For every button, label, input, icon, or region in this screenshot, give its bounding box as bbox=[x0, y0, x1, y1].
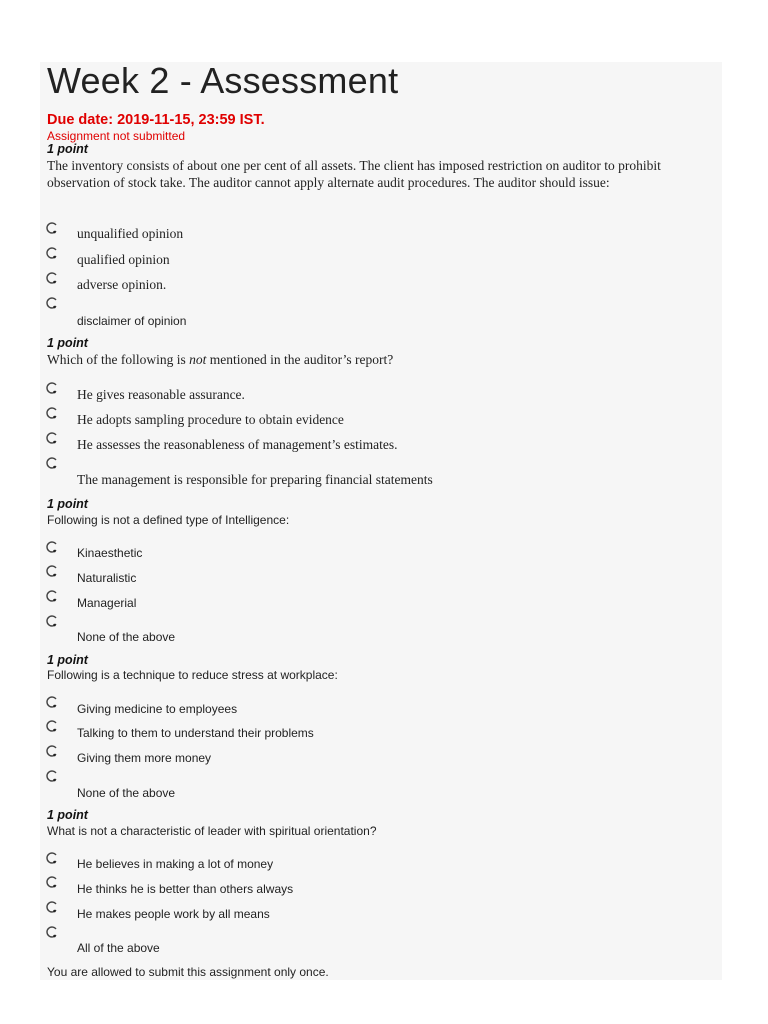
question-1-option-4[interactable]: disclaimer of opinion bbox=[77, 314, 187, 328]
radio-button-icon[interactable] bbox=[45, 246, 59, 260]
radio-button-icon[interactable] bbox=[45, 540, 59, 554]
question-5-points: 1 point bbox=[47, 808, 88, 822]
page-title: Week 2 - Assessment bbox=[47, 60, 399, 101]
radio-button-icon[interactable] bbox=[45, 875, 59, 889]
question-3-option-4[interactable]: None of the above bbox=[77, 630, 176, 644]
question-4-option-4[interactable]: None of the above bbox=[77, 786, 176, 800]
radio-button-icon[interactable] bbox=[45, 431, 59, 445]
question-2-option-2[interactable]: He adopts sampling procedure to obtain evidence bbox=[77, 412, 344, 427]
question-5-option-3[interactable]: He makes people work by all means bbox=[77, 907, 270, 921]
submission-status: Assignment not submitted bbox=[47, 129, 186, 143]
question-3-text: Following is not a defined type of Intelligence: bbox=[47, 513, 290, 527]
question-1-option-1[interactable]: unqualified opinion bbox=[77, 226, 184, 241]
radio-button-icon[interactable] bbox=[45, 900, 59, 914]
radio-button-icon[interactable] bbox=[45, 769, 59, 783]
question-3-option-1[interactable]: Kinaesthetic bbox=[77, 546, 143, 560]
due-date: Due date: 2019-11-15, 23:59 IST. bbox=[47, 112, 265, 128]
question-5-option-1[interactable]: He believes in making a lot of money bbox=[77, 857, 274, 871]
radio-button-icon[interactable] bbox=[45, 719, 59, 733]
question-5-option-2[interactable]: He thinks he is better than others always bbox=[77, 882, 294, 896]
question-4-points: 1 point bbox=[47, 653, 88, 667]
radio-button-icon[interactable] bbox=[45, 564, 59, 578]
question-4-option-1[interactable]: Giving medicine to employees bbox=[77, 702, 238, 716]
question-3-points: 1 point bbox=[47, 497, 88, 511]
question-4-text: Following is a technique to reduce stress at workplace: bbox=[47, 668, 338, 682]
question-2-points: 1 point bbox=[47, 336, 88, 350]
radio-button-icon[interactable] bbox=[45, 406, 59, 420]
radio-button-icon[interactable] bbox=[45, 925, 59, 939]
radio-button-icon[interactable] bbox=[45, 614, 59, 628]
question-1-text: The inventory consists of about one per cent of all assets. The client has imposed restriction on auditor to prohibit observation of stock take. The auditor cannot apply alternate audit procedures. The auditor should issue: bbox=[47, 158, 661, 190]
radio-button-icon[interactable] bbox=[45, 589, 59, 603]
radio-button-icon[interactable] bbox=[45, 381, 59, 395]
radio-button-icon[interactable] bbox=[45, 456, 59, 470]
question-4-option-2[interactable]: Talking to them to understand their problems bbox=[77, 726, 314, 740]
radio-button-icon[interactable] bbox=[45, 221, 59, 235]
radio-button-icon[interactable] bbox=[45, 296, 59, 310]
question-2-option-3[interactable]: He assesses the reasonableness of management’s estimates. bbox=[77, 437, 398, 452]
question-3-option-3[interactable]: Managerial bbox=[77, 596, 137, 610]
radio-button-icon[interactable] bbox=[45, 271, 59, 285]
question-1-points: 1 point bbox=[47, 142, 88, 156]
question-5-text: What is not a characteristic of leader with spiritual orientation? bbox=[47, 824, 377, 838]
question-2-option-1[interactable]: He gives reasonable assurance. bbox=[77, 387, 245, 402]
question-2-option-4[interactable]: The management is responsible for preparing financial statements bbox=[77, 472, 433, 487]
question-1-option-2[interactable]: qualified opinion bbox=[77, 252, 170, 267]
radio-button-icon[interactable] bbox=[45, 695, 59, 709]
question-5-option-4[interactable]: All of the above bbox=[77, 941, 160, 955]
question-3-option-2[interactable]: Naturalistic bbox=[77, 571, 137, 585]
question-2-text: Which of the following is not mentioned in the auditor’s report? bbox=[47, 352, 394, 367]
submission-note: You are allowed to submit this assignment only once. bbox=[47, 965, 329, 979]
question-4-option-3[interactable]: Giving them more money bbox=[77, 751, 212, 765]
radio-button-icon[interactable] bbox=[45, 851, 59, 865]
radio-button-icon[interactable] bbox=[45, 744, 59, 758]
question-1-option-3[interactable]: adverse opinion. bbox=[77, 277, 167, 292]
